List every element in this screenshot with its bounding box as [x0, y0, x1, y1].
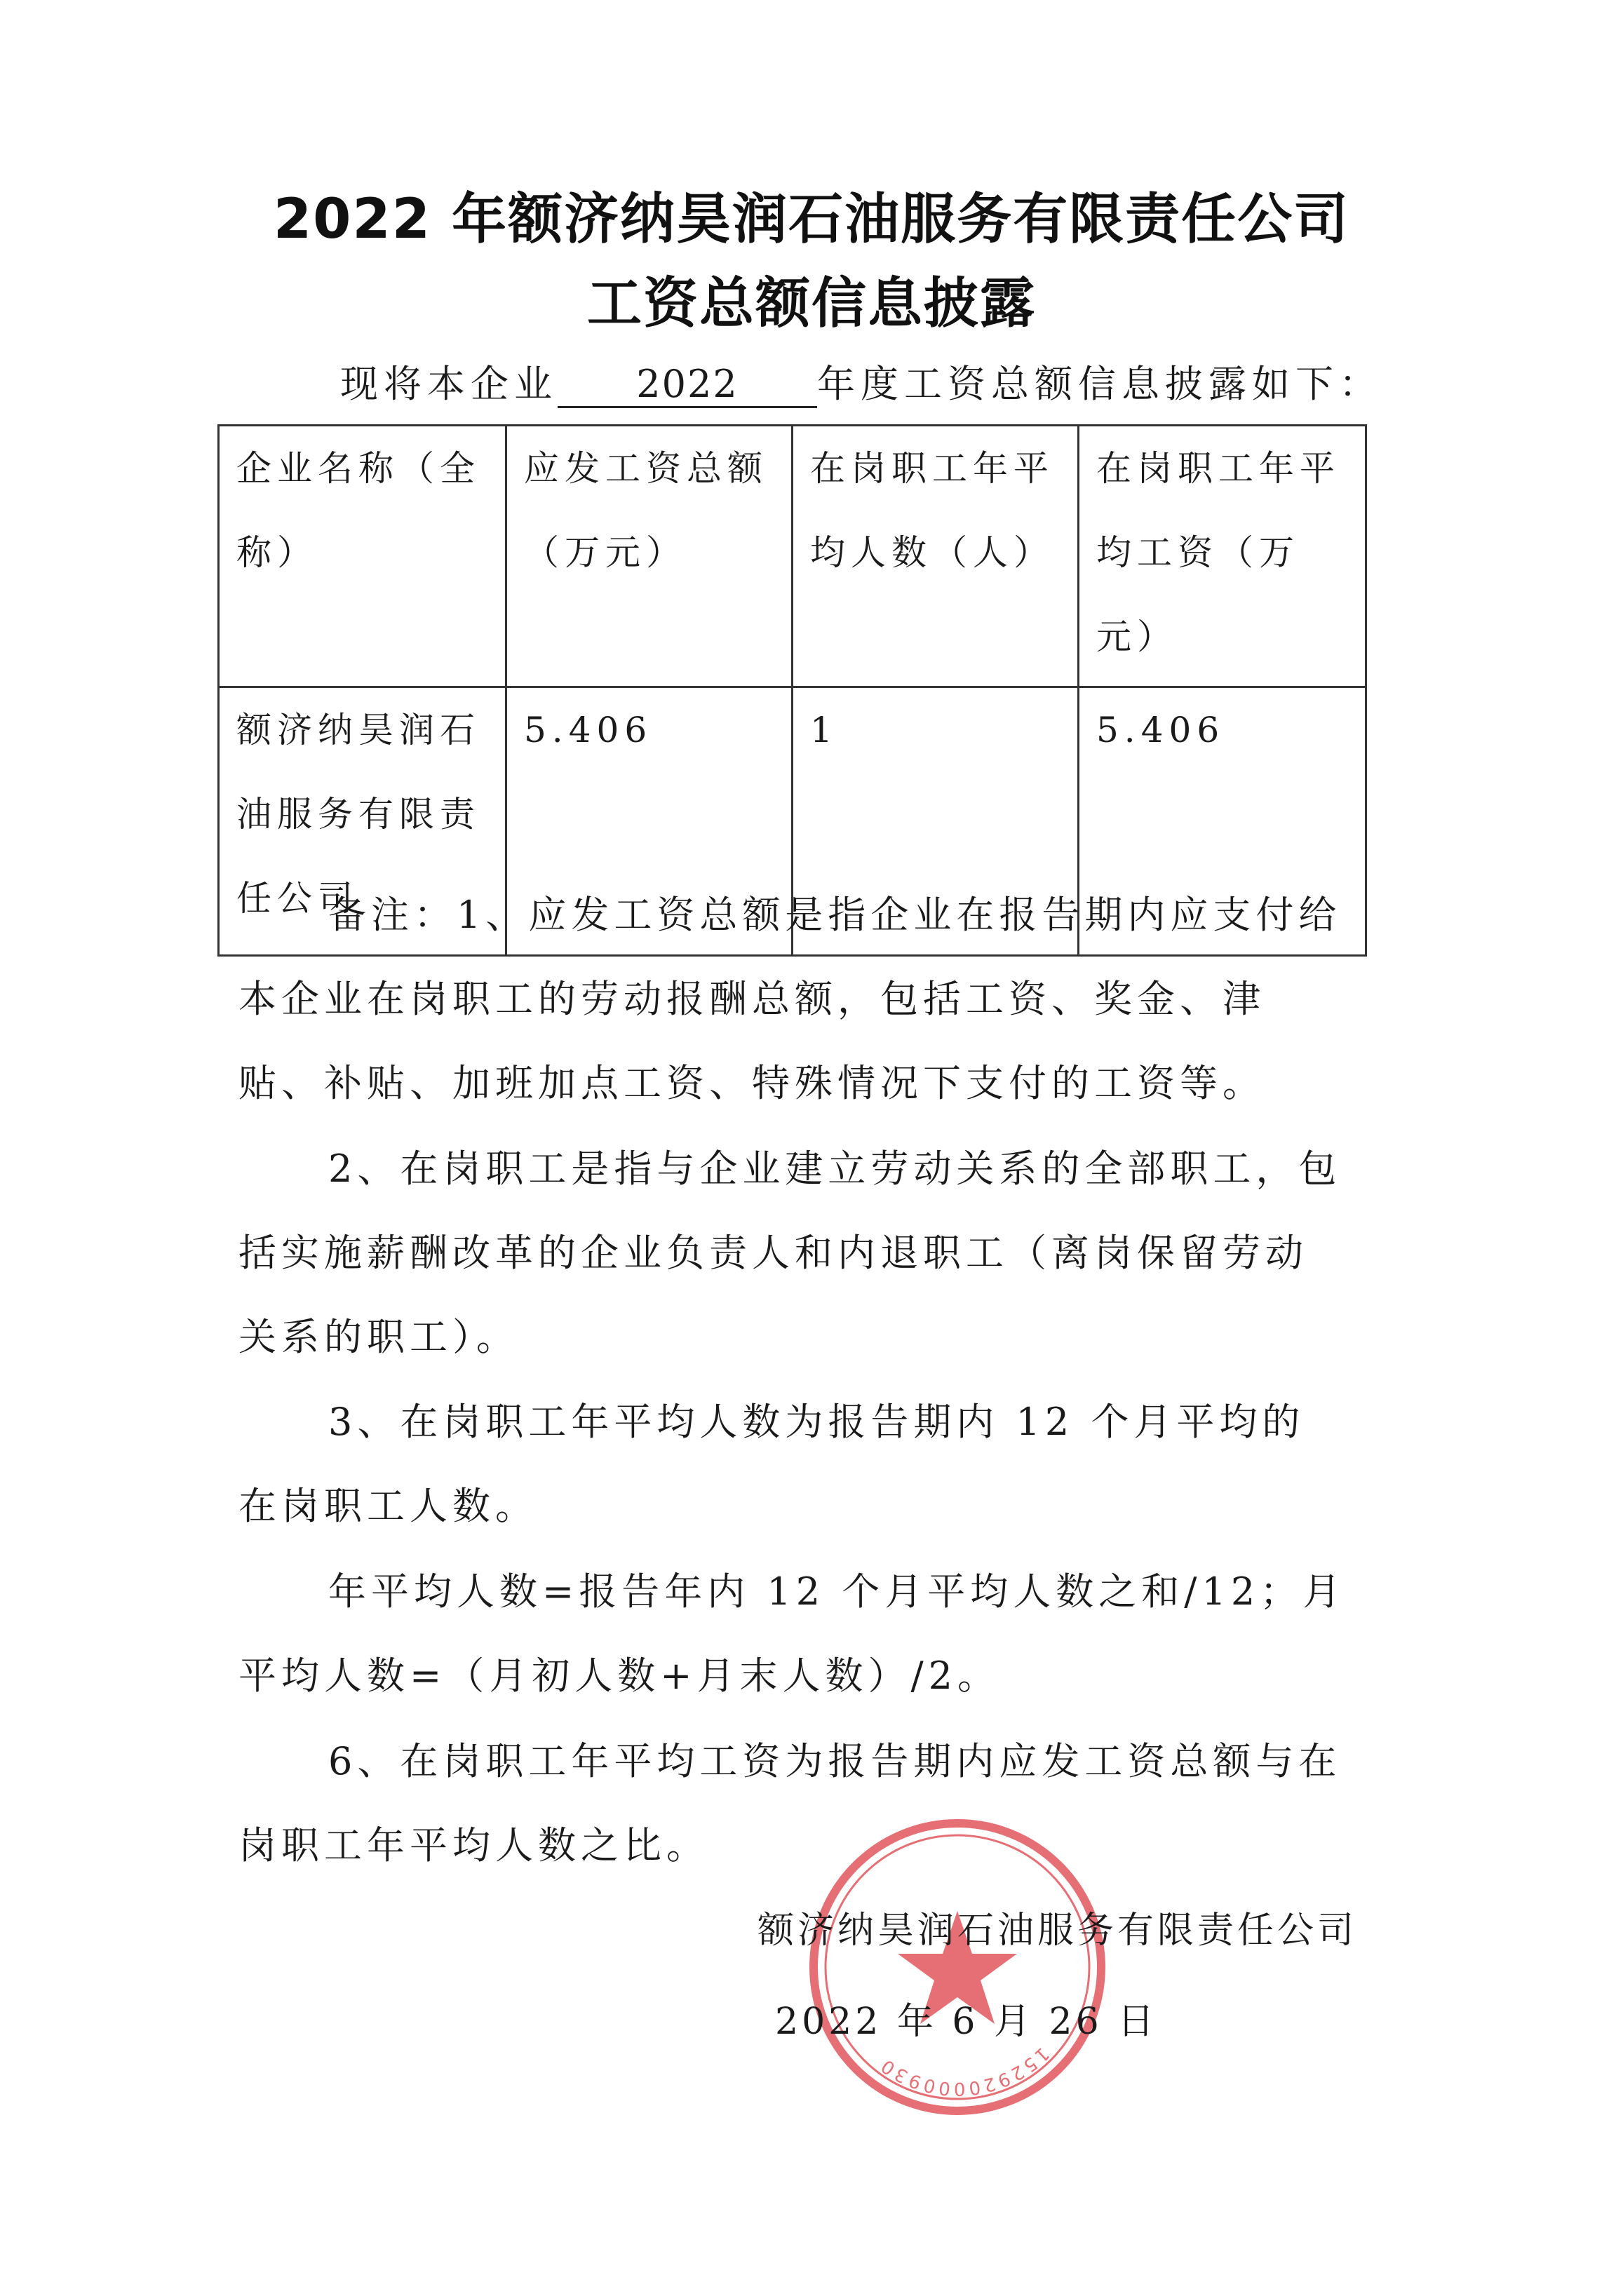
header-company-name: 企业名称（全称） — [219, 426, 506, 687]
note-6: 6、在岗职工年平均工资为报告期内应发工资总额与在岗职工年平均人数之比。 — [238, 1739, 1342, 1868]
cell-avg-wage: 5.406 — [1079, 687, 1366, 956]
header-avg-wage: 在岗职工年平均工资（万元） — [1079, 426, 1366, 687]
intro-suffix: 年度工资总额信息披露如下： — [817, 362, 1382, 406]
intro-sentence — [340, 354, 1382, 408]
document-title-line2: 工资总额信息披露 — [586, 272, 1036, 335]
intro-prefix: 现将本企业 — [340, 362, 558, 406]
note-2: 2、在岗职工是指与企业建立劳动关系的全部职工，包括实施薪酬改革的企业负责人和内退职工（离岗保留劳动关系的职工）。 — [238, 1147, 1342, 1359]
note-formula: 年平均人数=报告年内 12 个月平均人数之和/12；月平均人数=（月初人数+月末人数）/2。 — [238, 1569, 1346, 1698]
header-total-wage: 应发工资总额（万元） — [506, 426, 793, 687]
signature-company: 额济纳昊润石油服务有限责任公司 — [757, 1910, 1358, 1952]
header-avg-staff: 在岗职工年平均人数（人） — [793, 426, 1079, 687]
note-1: 备注：1、应发工资总额是指企业在报告期内应支付给本企业在岗职工的劳动报酬总额，包括工资、奖金、津贴、补贴、加班加点工资、特殊情况下支付的工资等。 — [238, 893, 1342, 1105]
company-seal-stamp — [807, 1816, 1108, 2118]
table-header-row — [219, 426, 1366, 687]
document-title-line1: 2022 年额济纳昊润石油服务有限责任公司 — [273, 188, 1350, 251]
cell-company-name: 额济纳昊润石油服务有限责任公司 — [219, 687, 506, 956]
cell-avg-staff: 1 — [793, 687, 1079, 956]
seal-code: 152920000930 — [875, 2043, 1053, 2100]
signature-date: 2022 年 6 月 26 日 — [775, 2001, 1158, 2043]
intro-year: 2022 — [558, 363, 817, 408]
cell-total-wage: 5.406 — [506, 687, 793, 956]
note-3: 3、在岗职工年平均人数为报告期内 12 个月平均的在岗职工人数。 — [238, 1400, 1305, 1528]
